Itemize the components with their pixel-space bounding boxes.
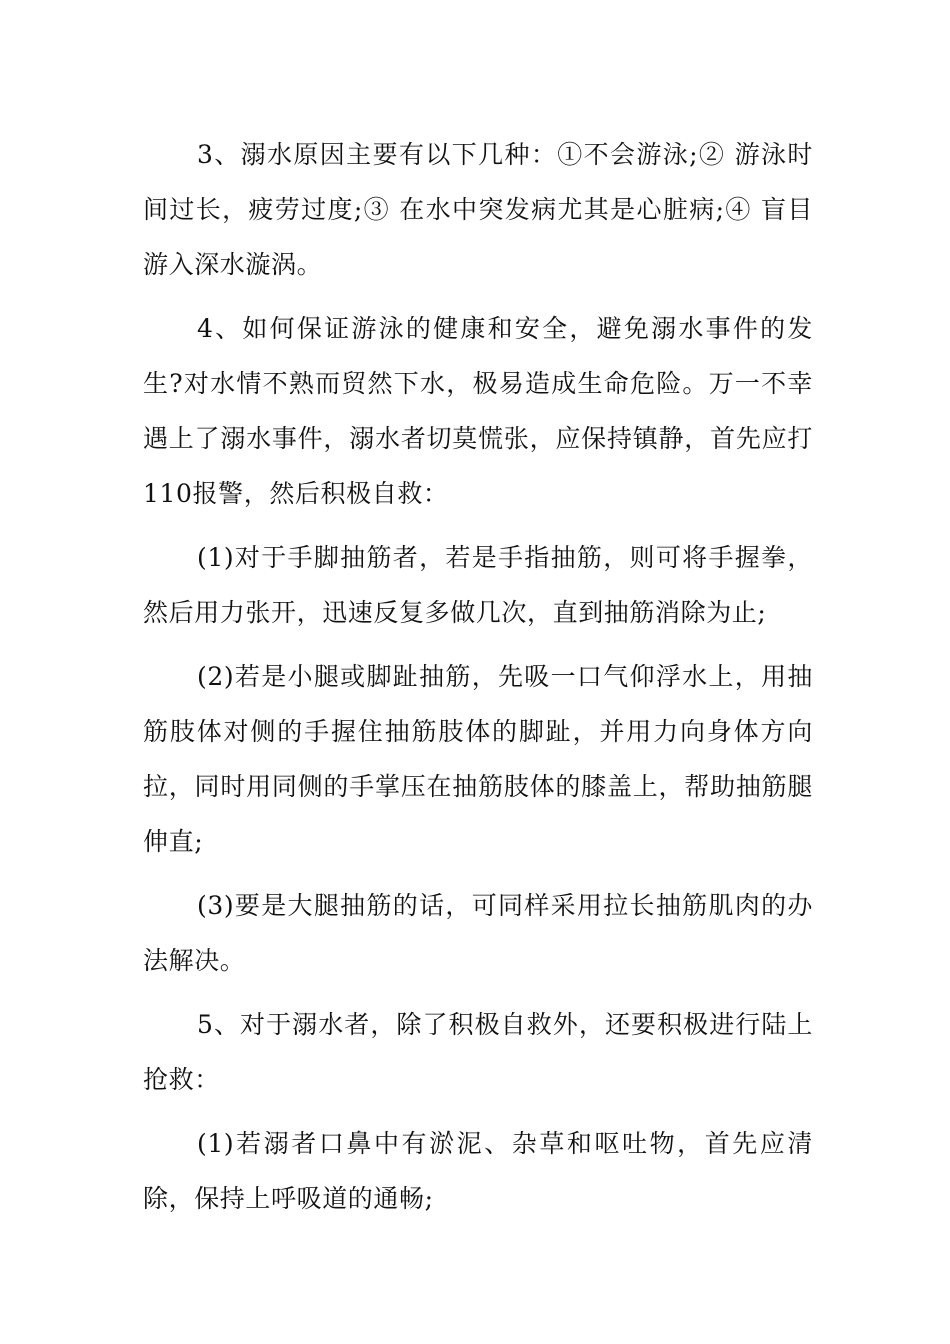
paragraph-land-rescue: 5、对于溺水者，除了积极自救外，还要积极进行陆上抢救： [143,1010,813,1094]
paragraph-clear-airway: (1)若溺者口鼻中有淤泥、杂草和呕吐物，首先应清除，保持上呼吸道的通畅; [143,1129,813,1213]
document-body [143,127,813,1235]
paragraph-drowning-causes: 3、溺水原因主要有以下几种：①不会游泳;② 游泳时间过长，疲劳过度;③ 在水中突发病尤其是心脏病;④ 盲目游入深水漩涡。 [143,140,813,279]
paragraph-hand-cramp: (1)对于手脚抽筋者，若是手指抽筋，则可将手握拳，然后用力张开，迅速反复多做几次，直到抽筋消除为止; [143,543,813,627]
paragraph-swimming-safety: 4、如何保证游泳的健康和安全，避免溺水事件的发生?对水情不熟而贸然下水，极易造成生命危险。万一不幸遇上了溺水事件，溺水者切莫慌张，应保持镇静，首先应打110报警，然后积极自救： [143,314,813,508]
paragraph-thigh-cramp: (3)要是大腿抽筋的话，可同样采用拉长抽筋肌肉的办法解决。 [143,891,813,975]
paragraph-calf-cramp: (2)若是小腿或脚趾抽筋，先吸一口气仰浮水上，用抽筋肢体对侧的手握住抽筋肢体的脚趾，并用力向身体方向拉，同时用同侧的手掌压在抽筋肢体的膝盖上，帮助抽筋腿伸直; [143,662,813,856]
